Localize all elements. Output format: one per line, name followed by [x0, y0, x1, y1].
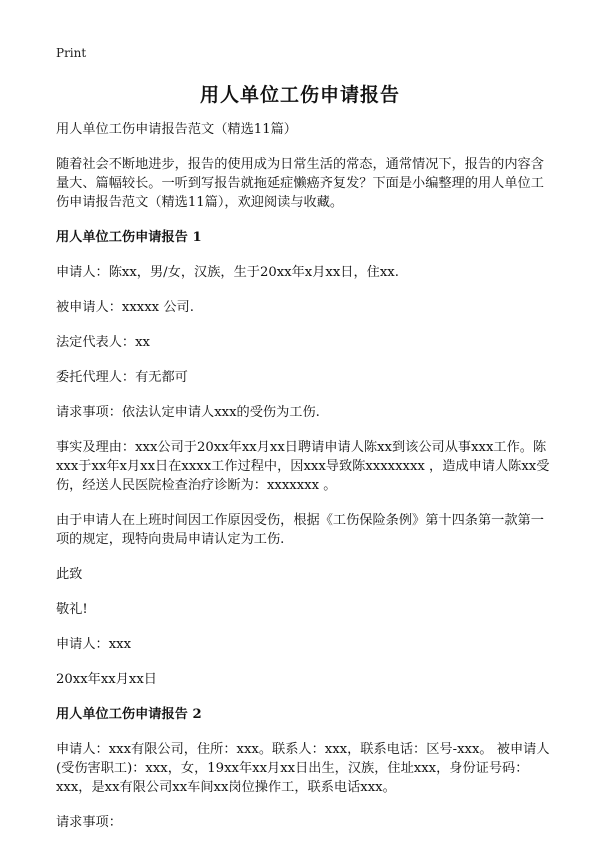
intro-paragraph: 随着社会不断地进步，报告的使用成为日常生活的常态，通常情况下，报告的内容含量大、篇幅较长。一听到写报告就拖延症懒癌齐复发？下面是小编整理的用人单位工伤申请报告范文（精选11篇），欢迎阅读与收藏。 — [56, 157, 544, 210]
section-1-heading: 用人单位工伤申请报告 1 — [56, 230, 202, 245]
closing-line-1: 此致 — [56, 567, 83, 582]
document-body — [56, 120, 554, 848]
date-line: 20xx年xx月xx日 — [56, 672, 157, 687]
request-label: 请求事项： — [56, 815, 122, 830]
document-subtitle: 用人单位工伤申请报告范文（精选11篇） — [56, 122, 297, 137]
document-title: 用人单位工伤申请报告 — [199, 84, 400, 106]
respondent-line: 被申请人：xxxxx 公司. — [56, 300, 194, 315]
legal-rep-line: 法定代表人：xx — [56, 335, 150, 350]
closing-line-2: 敬礼! — [56, 602, 88, 617]
basis-paragraph: 由于申请人在上班时间因工作原因受伤，根据《工伤保险条例》第十四条第一款第一项的规定，现特向贵局申请认定为工伤. — [56, 513, 544, 547]
request-line: 请求事项：依法认定申请人xxx的受伤为工伤. — [56, 405, 320, 420]
print-label[interactable]: Print — [56, 46, 87, 60]
signature-line: 申请人：xxx — [56, 637, 132, 652]
applicant-line: 申请人：陈xx，男/女，汉族，生于20xx年x月xx日，住xx. — [56, 265, 399, 280]
parties-paragraph: 申请人：xxx有限公司，住所：xxx。联系人：xxx，联系电话：区号-xxx。 被申请人(受伤害职工)：xxx，女，19xx年xx月xx日出生，汉族，住址xxx，身份证号码：xxx，是xx有限公司xx车间xx岗位操作工，联系电话xxx。 — [56, 742, 550, 795]
facts-paragraph: 事实及理由：xxx公司于20xx年xx月xx日聘请申请人陈xx到该公司从事xxx工作。陈xxx于xx年x月xx日在xxxx工作过程中，因xxx导致陈xxxxxxxx ，造成申请人陈xx受伤，经送人民医院检查治疗诊断为：xxxxxxx 。 — [56, 440, 550, 493]
agent-line: 委托代理人：有无都可 — [56, 370, 188, 385]
section-2-heading: 用人单位工伤申请报告 2 — [56, 707, 202, 722]
